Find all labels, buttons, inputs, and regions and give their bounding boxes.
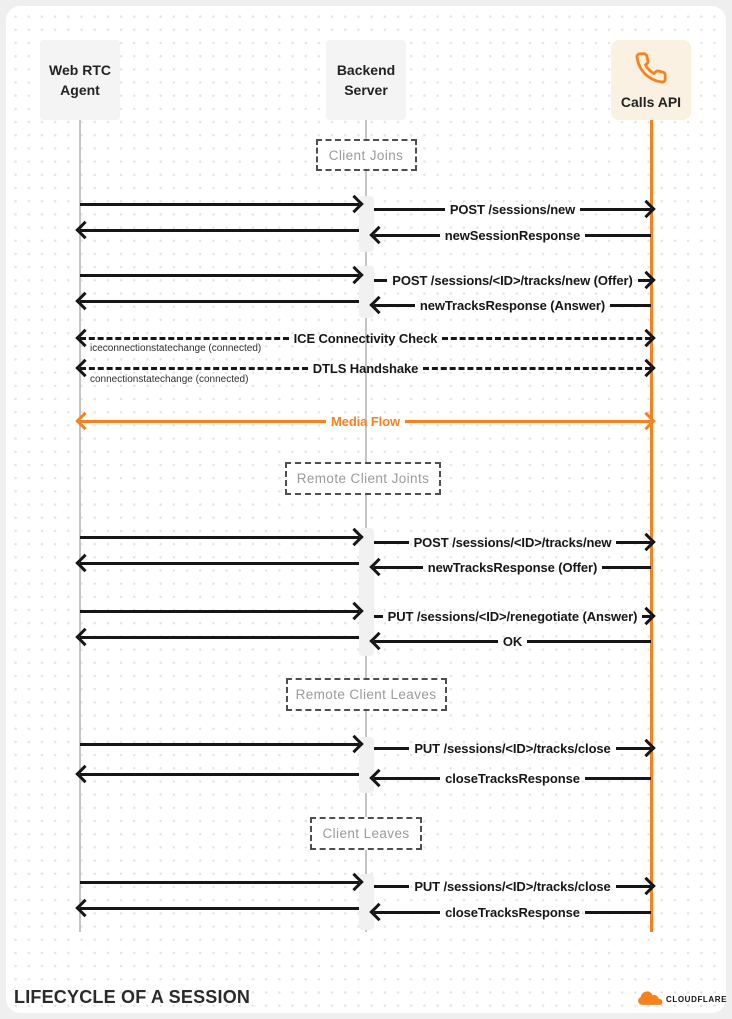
- arrowhead-right: [637, 200, 655, 218]
- arrow-line: [602, 566, 651, 569]
- message-arrow: [374, 556, 651, 578]
- phone-icon: [634, 51, 668, 85]
- arrow-line: [80, 773, 359, 776]
- message-arrow: [80, 410, 651, 432]
- message-arrow: [80, 552, 359, 574]
- arrowhead-right: [637, 739, 655, 757]
- message-arrow: [80, 733, 359, 755]
- actor-label: Web RTC: [49, 61, 111, 78]
- phase-remote-client-leaves: Remote Client Leaves: [286, 678, 447, 711]
- arrow-line: [80, 743, 359, 746]
- message-label: PUT /sessions/<ID>/tracks/close: [414, 878, 611, 894]
- event-note: iceconnectionstatechange (connected): [90, 343, 262, 354]
- message-label: closeTracksResponse: [445, 770, 580, 786]
- activation-bar: [359, 528, 374, 656]
- message-arrow: [80, 219, 359, 241]
- event-note: connectionstatechange (connected): [90, 374, 249, 385]
- arrow-line: [585, 911, 651, 914]
- arrow-line: [527, 640, 651, 643]
- actor-calls-api: [611, 40, 691, 120]
- cloudflare-cloud-icon: [637, 991, 663, 1008]
- message-arrow: [80, 264, 359, 286]
- arrowhead-right: [637, 271, 655, 289]
- message-label: closeTracksResponse: [445, 904, 580, 920]
- message-label: POST /sessions/<ID>/tracks/new: [413, 534, 612, 550]
- arrow-line: [80, 203, 359, 206]
- actor-label: Backend: [336, 61, 396, 78]
- arrow-line: [80, 274, 359, 277]
- arrow-line: [374, 615, 383, 618]
- arrowhead-right: [637, 359, 655, 377]
- arrow-line: [80, 367, 308, 370]
- message-arrow: [374, 531, 651, 553]
- arrow-line: [80, 907, 359, 910]
- message-label: POST /sessions/new: [449, 201, 576, 217]
- arrowhead-right: [637, 877, 655, 895]
- arrow-line: [405, 420, 651, 423]
- actor-backend-server: [326, 40, 406, 120]
- message-label: ICE Connectivity Check: [293, 330, 438, 346]
- cloudflare-wordmark: CLOUDFLARE: [666, 995, 728, 1004]
- arrow-line: [423, 367, 651, 370]
- cloudflare-logo: [637, 991, 727, 1008]
- arrow-line: [80, 337, 289, 340]
- message-arrow: [374, 875, 651, 897]
- message-arrow: [80, 290, 359, 312]
- arrow-line: [80, 562, 359, 565]
- message-arrow: [374, 630, 651, 652]
- message-arrow: [374, 269, 651, 291]
- arrow-line: [80, 610, 359, 613]
- message-label: PUT /sessions/<ID>/tracks/close: [414, 740, 611, 756]
- message-label: Media Flow: [330, 413, 401, 429]
- message-arrow: [80, 600, 359, 622]
- message-arrow: [80, 763, 359, 785]
- arrow-line: [610, 304, 651, 307]
- arrow-line: [442, 337, 651, 340]
- phase-client-leaves: Client Leaves: [310, 817, 422, 850]
- message-arrow: [80, 626, 359, 648]
- arrow-line: [80, 420, 326, 423]
- arrowhead-right: [637, 412, 655, 430]
- message-arrow: [80, 897, 359, 919]
- message-arrow: [80, 526, 359, 548]
- actor-label: Calls API: [620, 94, 682, 110]
- message-label: newSessionResponse: [444, 227, 581, 243]
- arrow-line: [374, 640, 498, 643]
- arrow-line: [585, 234, 651, 237]
- message-arrow: [374, 737, 651, 759]
- arrow-line: [374, 279, 387, 282]
- arrow-line: [80, 536, 359, 539]
- arrow-line: [585, 777, 651, 780]
- arrow-line: [374, 885, 409, 888]
- phase-remote-client-joints: Remote Client Joints: [285, 462, 441, 495]
- arrow-line: [374, 541, 409, 544]
- message-label: PUT /sessions/<ID>/renegotiate (Answer): [387, 608, 638, 624]
- arrow-line: [374, 208, 445, 211]
- actor-label: Agent: [60, 82, 100, 98]
- message-arrow: [374, 767, 651, 789]
- arrow-line: [80, 881, 359, 884]
- arrowhead-right: [637, 329, 655, 347]
- message-label: OK: [502, 633, 523, 649]
- arrow-line: [80, 300, 359, 303]
- page-title: LIFECYCLE OF A SESSION: [14, 987, 251, 1007]
- phase-client-joins: Client Joins: [316, 139, 417, 171]
- arrow-line: [80, 636, 359, 639]
- message-arrow: [374, 605, 651, 627]
- message-arrow: [374, 901, 651, 923]
- message-arrow: [80, 193, 359, 215]
- message-arrow: [374, 198, 651, 220]
- message-label: newTracksResponse (Offer): [427, 559, 598, 575]
- actor-web-rtc-agent: [40, 40, 120, 120]
- message-arrow: [80, 871, 359, 893]
- actor-label: Server: [344, 82, 388, 98]
- message-label: newTracksResponse (Answer): [419, 297, 606, 313]
- message-arrow: [374, 224, 651, 246]
- arrow-line: [374, 747, 409, 750]
- message-label: POST /sessions/<ID>/tracks/new (Offer): [392, 272, 633, 288]
- message-arrow: [374, 294, 651, 316]
- arrowhead-right: [637, 533, 655, 551]
- message-label: DTLS Handshake: [312, 360, 419, 376]
- arrow-line: [80, 229, 359, 232]
